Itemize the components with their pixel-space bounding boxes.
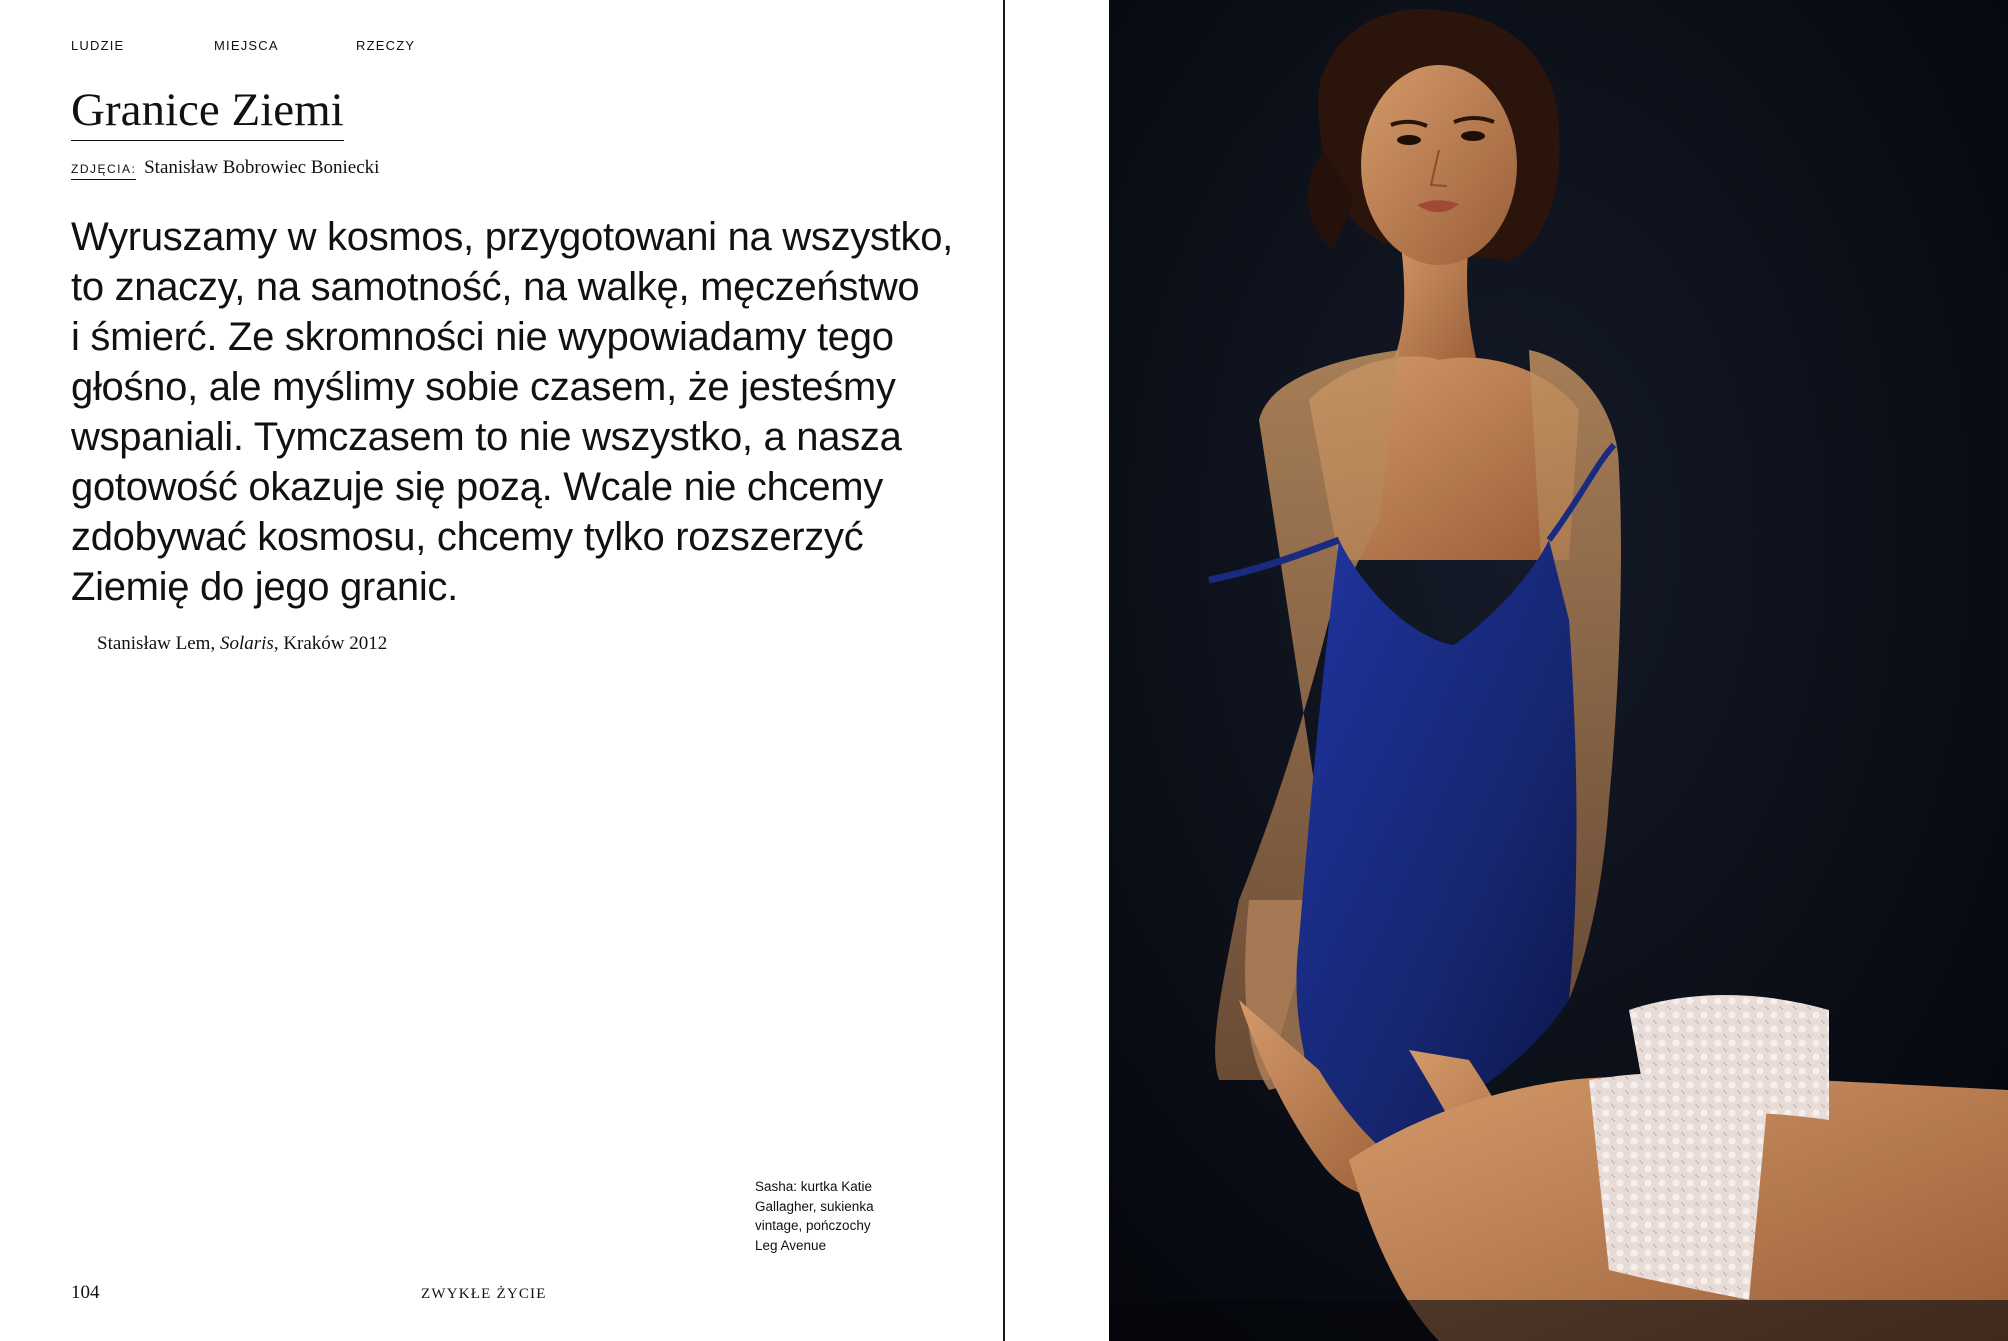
photo-credit (71, 157, 379, 179)
nav-item-ludzie[interactable]: LUDZIE (71, 38, 125, 53)
citation-place: , Kraków 2012 (273, 633, 388, 654)
quote-line: to znaczy, na samotność, na walkę, męczeństwo (71, 265, 920, 309)
page-gutter (1005, 0, 1109, 1341)
quote-line: wspaniali. Tymczasem to nie wszystko, a nasza (71, 415, 902, 459)
citation-work: Solaris (219, 633, 274, 654)
caption-line: Leg Avenue (755, 1237, 827, 1253)
section-nav (71, 38, 471, 54)
epigraph-quote (71, 212, 971, 612)
running-title: ZWYKŁE ŻYCIE (421, 1286, 547, 1302)
nav-item-rzeczy[interactable]: RZECZY (356, 38, 416, 53)
left-page (0, 0, 1003, 1341)
quote-line: i śmierć. Ze skromności nie wypowiadamy tego (71, 315, 894, 359)
article-title: Granice Ziemi (71, 82, 344, 141)
quote-citation (97, 633, 387, 655)
quote-line: Wyruszamy w kosmos, przygotowani na wszystko, (71, 215, 953, 259)
citation-author: Stanisław Lem, (97, 633, 216, 654)
credit-name: Stanisław Bobrowiec Boniecki (144, 157, 380, 178)
page-number: 104 (71, 1282, 100, 1303)
quote-line: gotowość okazuje się pozą. Wcale nie chcemy (71, 465, 883, 509)
fashion-photo (1109, 0, 2008, 1341)
caption-line: Gallagher, sukienka (755, 1198, 874, 1214)
quote-line: Ziemię do jego granic. (71, 565, 458, 609)
nav-item-miejsca[interactable]: MIEJSCA (214, 38, 279, 53)
woman-in-blue-slip-dress-photo (1109, 0, 2008, 1341)
quote-line: głośno, ale myślimy sobie czasem, że jesteśmy (71, 365, 896, 409)
caption-line: Sasha: kurtka Katie (755, 1179, 873, 1194)
caption-line: vintage, pończochy (755, 1218, 871, 1233)
credit-label: ZDJĘCIA: (71, 162, 136, 180)
quote-line: zdobywać kosmosu, chcemy tylko rozszerzyć (71, 515, 864, 559)
photo-caption (755, 1177, 895, 1255)
